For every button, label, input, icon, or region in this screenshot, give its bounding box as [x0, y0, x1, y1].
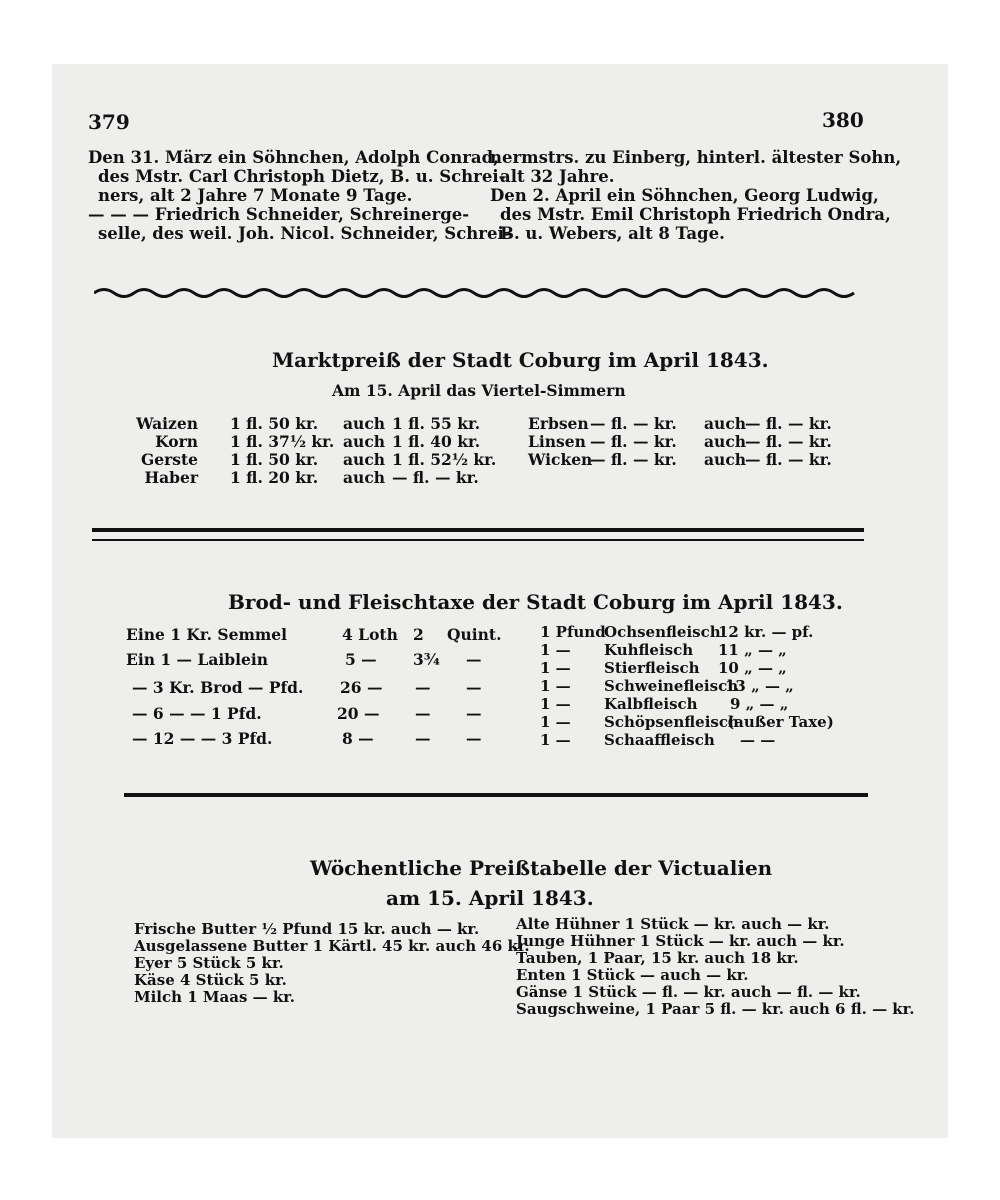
- victuals-title: Wöchentliche Preißtabelle der Victualien: [310, 856, 773, 880]
- grain-subtitle: Am 15. April das Viertel-Simmern: [332, 381, 626, 400]
- victual-line: Eyer 5 Stück 5 kr.: [134, 954, 284, 972]
- meat-price: (außer Taxe): [727, 713, 834, 731]
- grain-name: Haber: [144, 468, 198, 487]
- notice-line: ners, alt 2 Jahre 7 Monate 9 Tage.: [98, 186, 413, 205]
- notice-line: alt 32 Jahre.: [500, 167, 615, 186]
- notice-line: Den 2. April ein Söhnchen, Georg Ludwig,: [490, 186, 879, 205]
- bread-quint-unit: Quint.: [447, 625, 502, 644]
- bread-quint-unit: —: [466, 704, 482, 723]
- meat-qty: 1 —: [540, 641, 571, 659]
- grain-name: Erbsen: [528, 414, 589, 433]
- notice-line: selle, des weil. Joh. Nicol. Schneider, Schrei-: [98, 224, 511, 243]
- grain-price-low: 1 fl. 20 kr.: [230, 468, 319, 487]
- victual-line: Gänse 1 Stück — fl. — kr. auch — fl. — kr.: [516, 983, 861, 1001]
- grain-name: Linsen: [528, 432, 586, 451]
- grain-auch: auch: [704, 450, 747, 469]
- grain-price-low: — fl. — kr.: [590, 450, 677, 469]
- meat-name: Ochsenfleisch: [604, 623, 721, 641]
- grain-name: Waizen: [136, 414, 198, 433]
- bread-item: — 12 — — 3 Pfd.: [132, 729, 273, 748]
- meat-qty: 1 —: [540, 731, 571, 749]
- bread-weight: 4 Loth: [342, 625, 398, 644]
- notice-line: B. u. Webers, alt 8 Tage.: [500, 224, 725, 243]
- meat-name: Stierfleisch: [604, 659, 700, 677]
- victual-line: Tauben, 1 Paar, 15 kr. auch 18 kr.: [516, 949, 799, 967]
- grain-price-high: — fl. — kr.: [392, 468, 479, 487]
- divider-rule: [124, 793, 868, 797]
- notice-line: nermstrs. zu Einberg, hinterl. ältester Sohn,: [490, 148, 902, 167]
- notice-line: Den 31. März ein Söhnchen, Adolph Conrad,: [88, 148, 499, 167]
- bread-quint: —: [415, 729, 431, 748]
- page-number-right: 380: [822, 108, 864, 132]
- grain-auch: auch: [343, 414, 386, 433]
- meat-name: Schöpsenfleisch: [604, 713, 739, 731]
- meat-name: Kuhfleisch: [604, 641, 694, 659]
- grain-auch: auch: [343, 450, 386, 469]
- meat-name: Schweinefleisch: [604, 677, 739, 695]
- grain-price-low: — fl. — kr.: [590, 432, 677, 451]
- grain-price-high: — fl. — kr.: [745, 432, 832, 451]
- notice-line: des Mstr. Carl Christoph Dietz, B. u. Schrei-: [98, 167, 506, 186]
- bread-quint-unit: —: [466, 678, 482, 697]
- grain-auch: auch: [704, 414, 747, 433]
- wavy-divider: [94, 286, 864, 300]
- bread-weight: 5 —: [345, 650, 377, 669]
- grain-price-high: 1 fl. 52½ kr.: [392, 450, 497, 469]
- meat-qty: 1 Pfund: [540, 623, 606, 641]
- meat-qty: 1 —: [540, 659, 571, 677]
- meat-price: 9 „ — „: [730, 695, 789, 713]
- meat-qty: 1 —: [540, 677, 571, 695]
- grain-auch: auch: [343, 468, 386, 487]
- grain-name: Korn: [155, 432, 198, 451]
- grain-price-low: — fl. — kr.: [590, 414, 677, 433]
- bread-quint-unit: —: [466, 729, 482, 748]
- meat-name: Schaaffleisch: [604, 731, 715, 749]
- grain-price-low: 1 fl. 50 kr.: [230, 414, 319, 433]
- bread-quint: 2: [413, 625, 424, 644]
- victual-line: Junge Hühner 1 Stück — kr. auch — kr.: [516, 932, 845, 950]
- grain-price-low: 1 fl. 37½ kr.: [230, 432, 335, 451]
- meat-qty: 1 —: [540, 713, 571, 731]
- page-number-left: 379: [88, 110, 130, 134]
- bread-quint-unit: —: [466, 650, 482, 669]
- grain-auch: auch: [343, 432, 386, 451]
- divider-rule: [92, 528, 864, 532]
- grain-price-high: — fl. — kr.: [745, 450, 832, 469]
- bread-weight: 8 —: [342, 729, 374, 748]
- bread-item: Ein 1 — Laiblein: [126, 650, 269, 669]
- victuals-date: am 15. April 1843.: [386, 886, 594, 910]
- victual-line: Saugschweine, 1 Paar 5 fl. — kr. auch 6 fl. — kr.: [516, 1000, 915, 1018]
- bread-quint: —: [415, 704, 431, 723]
- victual-line: Alte Hühner 1 Stück — kr. auch — kr.: [516, 915, 830, 933]
- meat-price: 12 kr. — pf.: [718, 623, 814, 641]
- grain-name: Wicken: [528, 450, 593, 469]
- grain-price-high: 1 fl. 40 kr.: [392, 432, 481, 451]
- bread-quint: —: [415, 678, 431, 697]
- grain-auch: auch: [704, 432, 747, 451]
- grain-price-high: — fl. — kr.: [745, 414, 832, 433]
- victual-line: Enten 1 Stück — auch — kr.: [516, 966, 749, 984]
- bread-quint: 3¾: [413, 650, 440, 669]
- bread-item: — 6 — — 1 Pfd.: [132, 704, 262, 723]
- grain-title: Marktpreiß der Stadt Coburg im April 1843.: [272, 348, 769, 372]
- grain-name: Gerste: [140, 450, 198, 469]
- meat-price: 10 „ — „: [718, 659, 787, 677]
- victual-line: Milch 1 Maas — kr.: [134, 988, 295, 1006]
- meat-qty: 1 —: [540, 695, 571, 713]
- notice-line: des Mstr. Emil Christoph Friedrich Ondra,: [500, 205, 891, 224]
- meat-price: 11 „ — „: [718, 641, 787, 659]
- bread-item: Eine 1 Kr. Semmel: [126, 625, 288, 644]
- divider-rule: [92, 539, 864, 541]
- victual-line: Ausgelassene Butter 1 Kärtl. 45 kr. auch 46 kr.: [134, 937, 530, 955]
- meat-price: 13 „ — „: [725, 677, 794, 695]
- grain-price-low: 1 fl. 50 kr.: [230, 450, 319, 469]
- victual-line: Frische Butter ½ Pfund 15 kr. auch — kr.: [134, 920, 480, 938]
- victual-line: Käse 4 Stück 5 kr.: [134, 971, 287, 989]
- bread-weight: 20 —: [337, 704, 380, 723]
- grain-price-high: 1 fl. 55 kr.: [392, 414, 481, 433]
- bread-title: Brod- und Fleischtaxe der Stadt Coburg im April 1843.: [228, 590, 843, 614]
- meat-price: — —: [740, 731, 776, 749]
- meat-name: Kalbfleisch: [604, 695, 698, 713]
- notice-line: — — — Friedrich Schneider, Schreinerge-: [88, 205, 470, 224]
- bread-weight: 26 —: [340, 678, 383, 697]
- bread-item: — 3 Kr. Brod — Pfd.: [132, 678, 304, 697]
